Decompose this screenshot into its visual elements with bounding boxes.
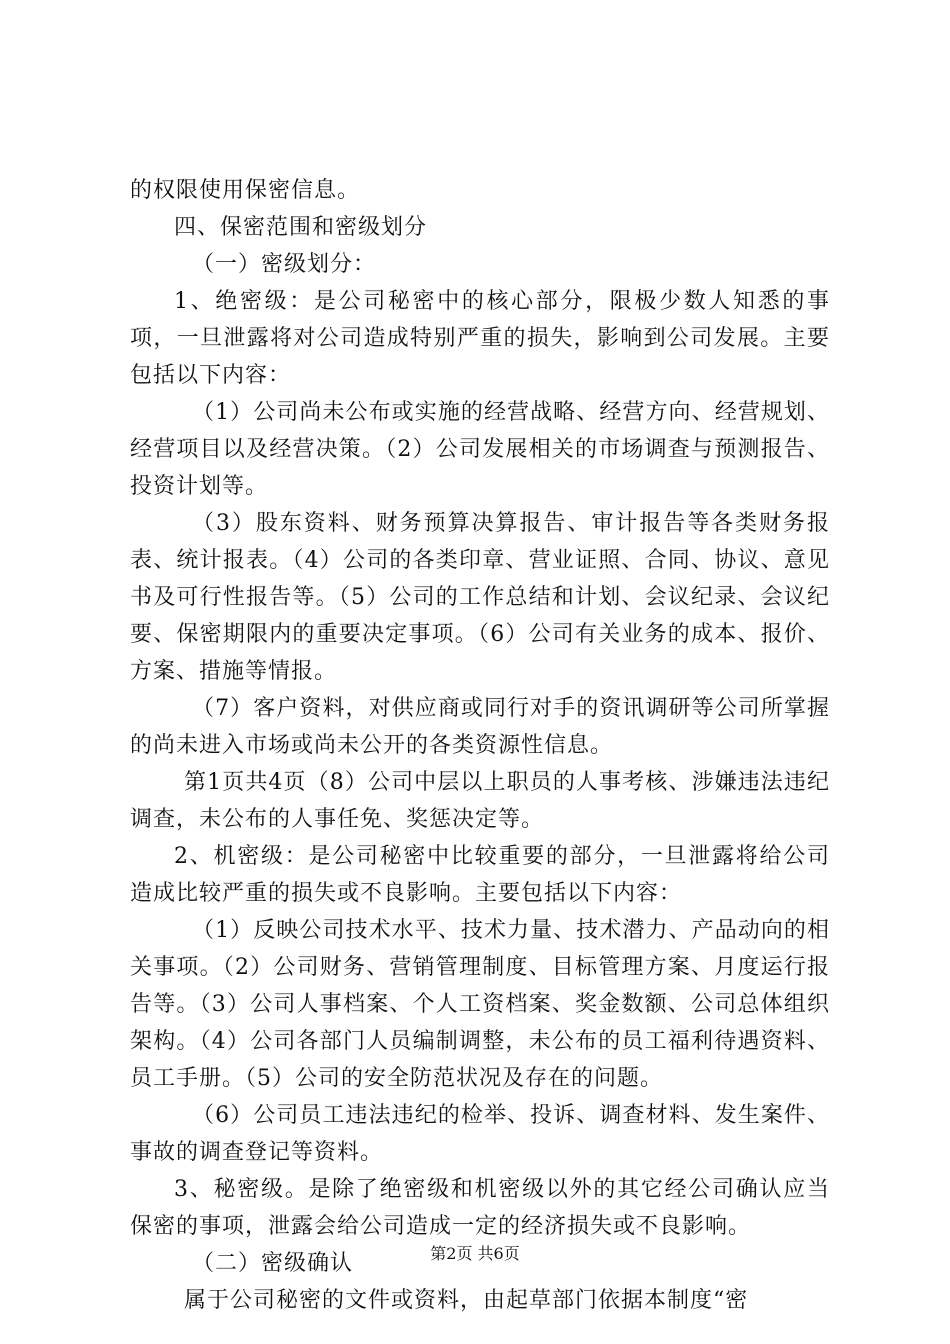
document-body	[130, 172, 830, 1319]
paragraph-top-secret-items-8: 第1页共4页（8）公司中层以上职员的人事考核、涉嫌违法违纪调查，未公布的人事任免、奖惩决定等。	[130, 770, 830, 832]
paragraph-confidential-items-6: （6）公司员工违法违纪的检举、投诉、调查材料、发生案件、事故的调查登记等资料。	[130, 1103, 830, 1165]
paragraph-top-secret-items-1: （1）公司尚未公布或实施的经营战略、经营方向、经营规划、经营项目以及经营决策。（2）公司发展相关的市场调查与预测报告、投资计划等。	[130, 400, 830, 499]
paragraph-top-secret-items-7: （7）客户资料，对供应商或同行对手的资讯调研等公司所掌握的尚未进入市场或尚未公开的各类资源性信息。	[130, 696, 830, 758]
paragraph-secret: 3、秘密级。是除了绝密级和机密级以外的其它经公司确认应当保密的事项，泄露会给公司造成一定的经济损失或不良影响。	[130, 1177, 830, 1239]
page-footer: 第2页 共6页	[430, 1244, 520, 1263]
subsection-heading-2: （二）密级确认	[192, 1251, 354, 1276]
paragraph-top-secret: 1、绝密级：是公司秘密中的核心部分，限极少数人知悉的事项，一旦泄露将对公司造成特别严重的损失，影响到公司发展。主要包括以下内容：	[130, 289, 830, 388]
paragraph-classification-confirm: 属于公司秘密的文件或资料，由起草部门依据本制度“密	[184, 1288, 749, 1313]
paragraph-top-secret-items-3: （3）股东资料、财务预算决算报告、审计报告等各类财务报表、统计报表。（4）公司的各类印章、营业证照、合同、协议、意见书及可行性报告等。（5）公司的工作总结和计划、会议纪录、会议纪要、保密期限内的重要决定事项。（6）公司有关业务的成本、报价、方案、措施等情报。	[130, 511, 830, 684]
subsection-heading-1: （一）密级划分：	[192, 252, 377, 277]
section-heading-4: 四、保密范围和密级划分	[174, 215, 428, 240]
paragraph-confidential-items-1: （1）反映公司技术水平、技术力量、技术潜力、产品动向的相关事项。（2）公司财务、营销管理制度、目标管理方案、月度运行报告等。（3）公司人事档案、个人工资档案、奖金数额、公司总体组织架构。（4）公司各部门人员编制调整，未公布的员工福利待遇资料、员工手册。（5）公司的安全防范状况及存在的问题。	[130, 918, 830, 1091]
paragraph-confidential: 2、机密级：是公司秘密中比较重要的部分，一旦泄露将给公司造成比较严重的损失或不良影响。主要包括以下内容：	[130, 844, 830, 906]
paragraph-1: 的权限使用保密信息。	[130, 178, 361, 203]
